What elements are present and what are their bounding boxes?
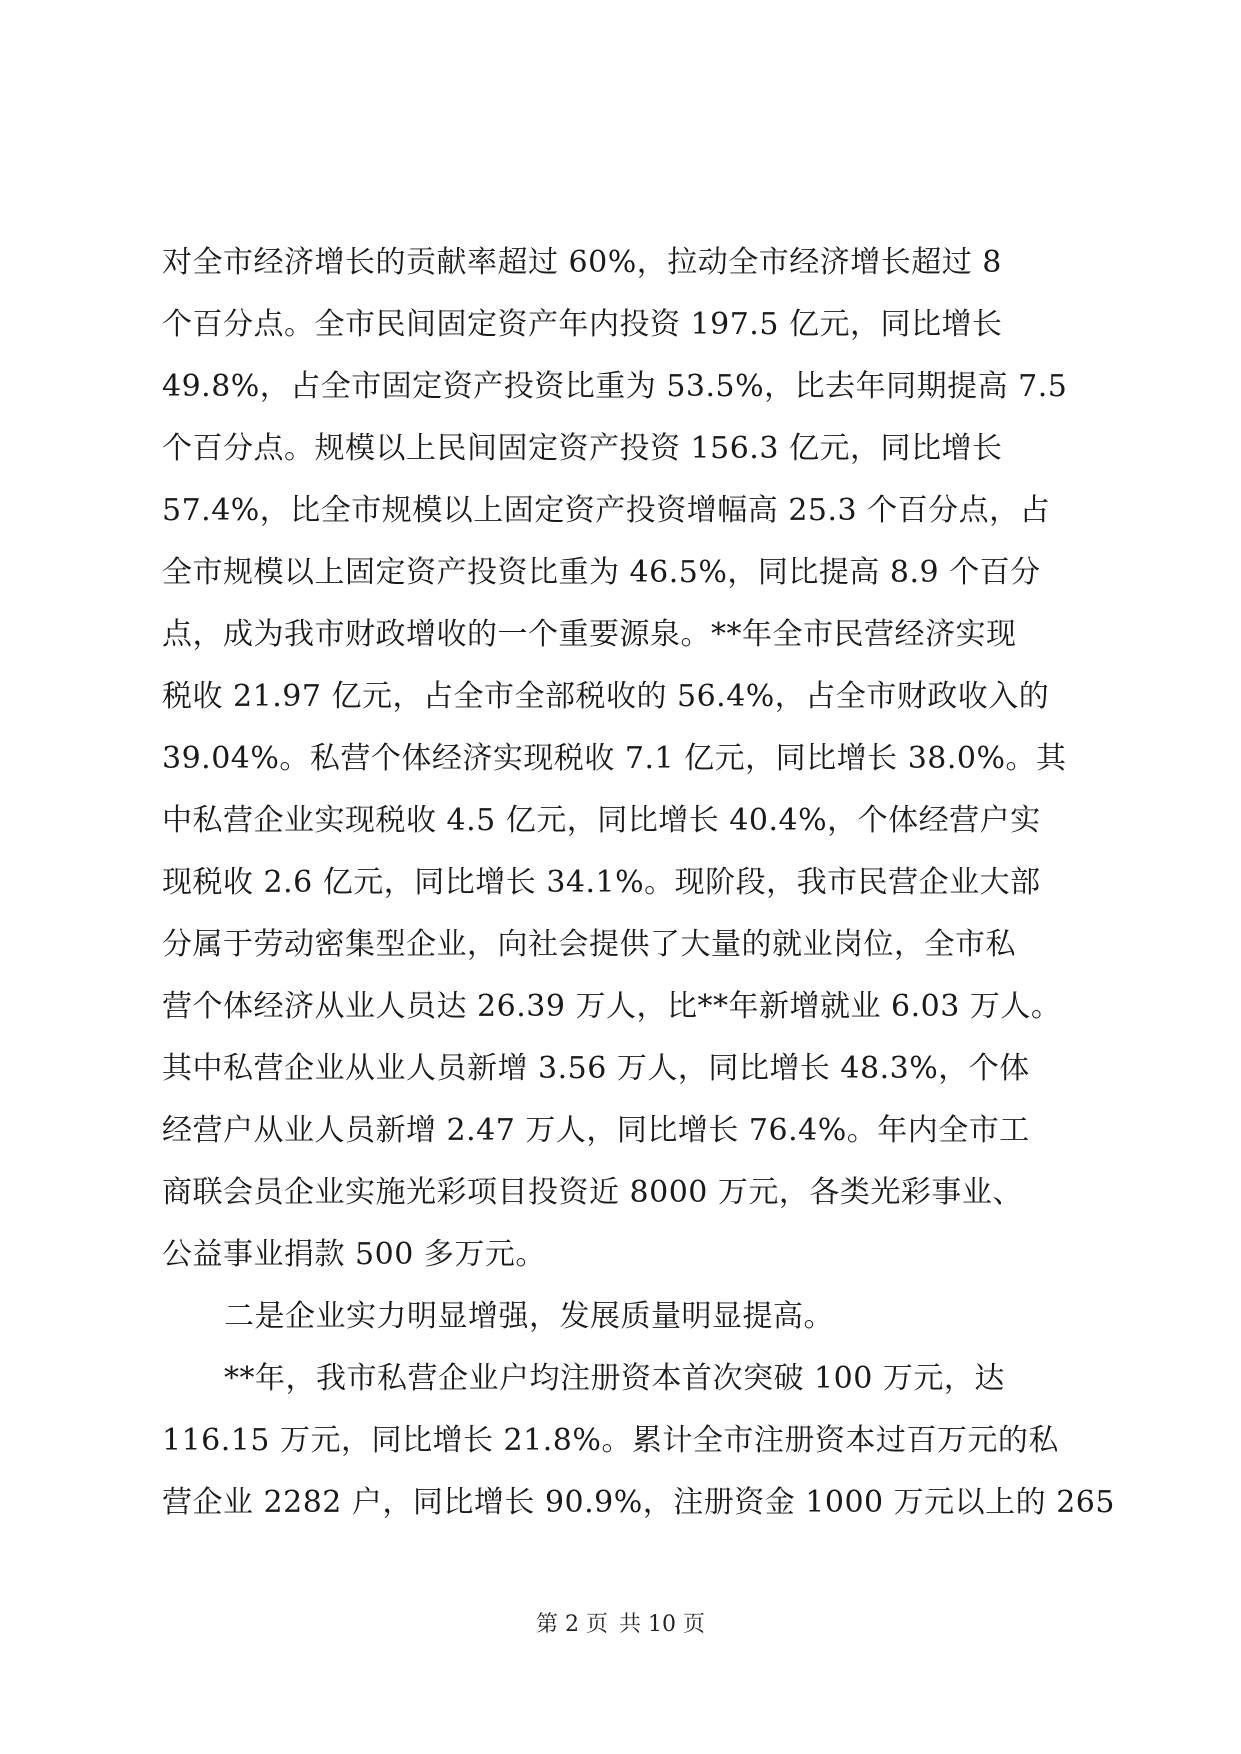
text-line: 49.8%，占全市固定资产投资比重为 53.5%，比去年同期提高 7.5 bbox=[162, 369, 1068, 404]
total-pages: 共 10 页 bbox=[619, 1612, 705, 1637]
body-text bbox=[162, 232, 1115, 1534]
text-line: 中私营企业实现税收 4.5 亿元，同比增长 40.4%，个体经营户实 bbox=[162, 803, 1041, 838]
text-line: 营企业 2282 户，同比增长 90.9%，注册资金 1000 万元以上的 265 bbox=[162, 1485, 1115, 1520]
section-heading: 二是企业实力明显增强，发展质量明显提高。 bbox=[224, 1299, 834, 1334]
text-line: 57.4%，比全市规模以上固定资产投资增幅高 25.3 个百分点，占 bbox=[162, 493, 1051, 528]
page-footer bbox=[0, 1610, 1241, 1640]
text-line: 全市规模以上固定资产投资比重为 46.5%，同比提高 8.9 个百分 bbox=[162, 555, 1041, 590]
text-line: 对全市经济增长的贡献率超过 60%，拉动全市经济增长超过 8 bbox=[162, 245, 1002, 280]
paragraph-start: **年，我市私营企业户均注册资本首次突破 100 万元，达 bbox=[224, 1361, 1005, 1396]
page-number: 第 2 页 bbox=[536, 1612, 608, 1637]
text-line: 点，成为我市财政增收的一个重要源泉。**年全市民营经济实现 bbox=[162, 617, 1017, 652]
text-line: 经营户从业人员新增 2.47 万人，同比增长 76.4%。年内全市工 bbox=[162, 1113, 1030, 1148]
text-line: 个百分点。全市民间固定资产年内投资 197.5 亿元，同比增长 bbox=[162, 307, 1003, 342]
text-line: 现税收 2.6 亿元，同比增长 34.1%。现阶段，我市民营企业大部 bbox=[162, 865, 1041, 900]
text-line: 39.04%。私营个体经济实现税收 7.1 亿元，同比增长 38.0%。其 bbox=[162, 741, 1067, 776]
text-line: 其中私营企业从业人员新增 3.56 万人，同比增长 48.3%，个体 bbox=[162, 1051, 1030, 1086]
text-line: 个百分点。规模以上民间固定资产投资 156.3 亿元，同比增长 bbox=[162, 431, 1003, 466]
text-line: 商联会员企业实施光彩项目投资近 8000 万元，各类光彩事业、 bbox=[162, 1175, 1023, 1210]
text-line: 营个体经济从业人员达 26.39 万人，比**年新增就业 6.03 万人。 bbox=[162, 989, 1062, 1024]
text-line: 116.15 万元，同比增长 21.8%。累计全市注册资本过百万元的私 bbox=[162, 1423, 1059, 1458]
text-line: 税收 21.97 亿元，占全市全部税收的 56.4%，占全市财政收入的 bbox=[162, 679, 1050, 714]
text-line: 分属于劳动密集型企业，向社会提供了大量的就业岗位，全市私 bbox=[162, 927, 1016, 962]
text-line: 公益事业捐款 500 多万元。 bbox=[162, 1237, 546, 1272]
